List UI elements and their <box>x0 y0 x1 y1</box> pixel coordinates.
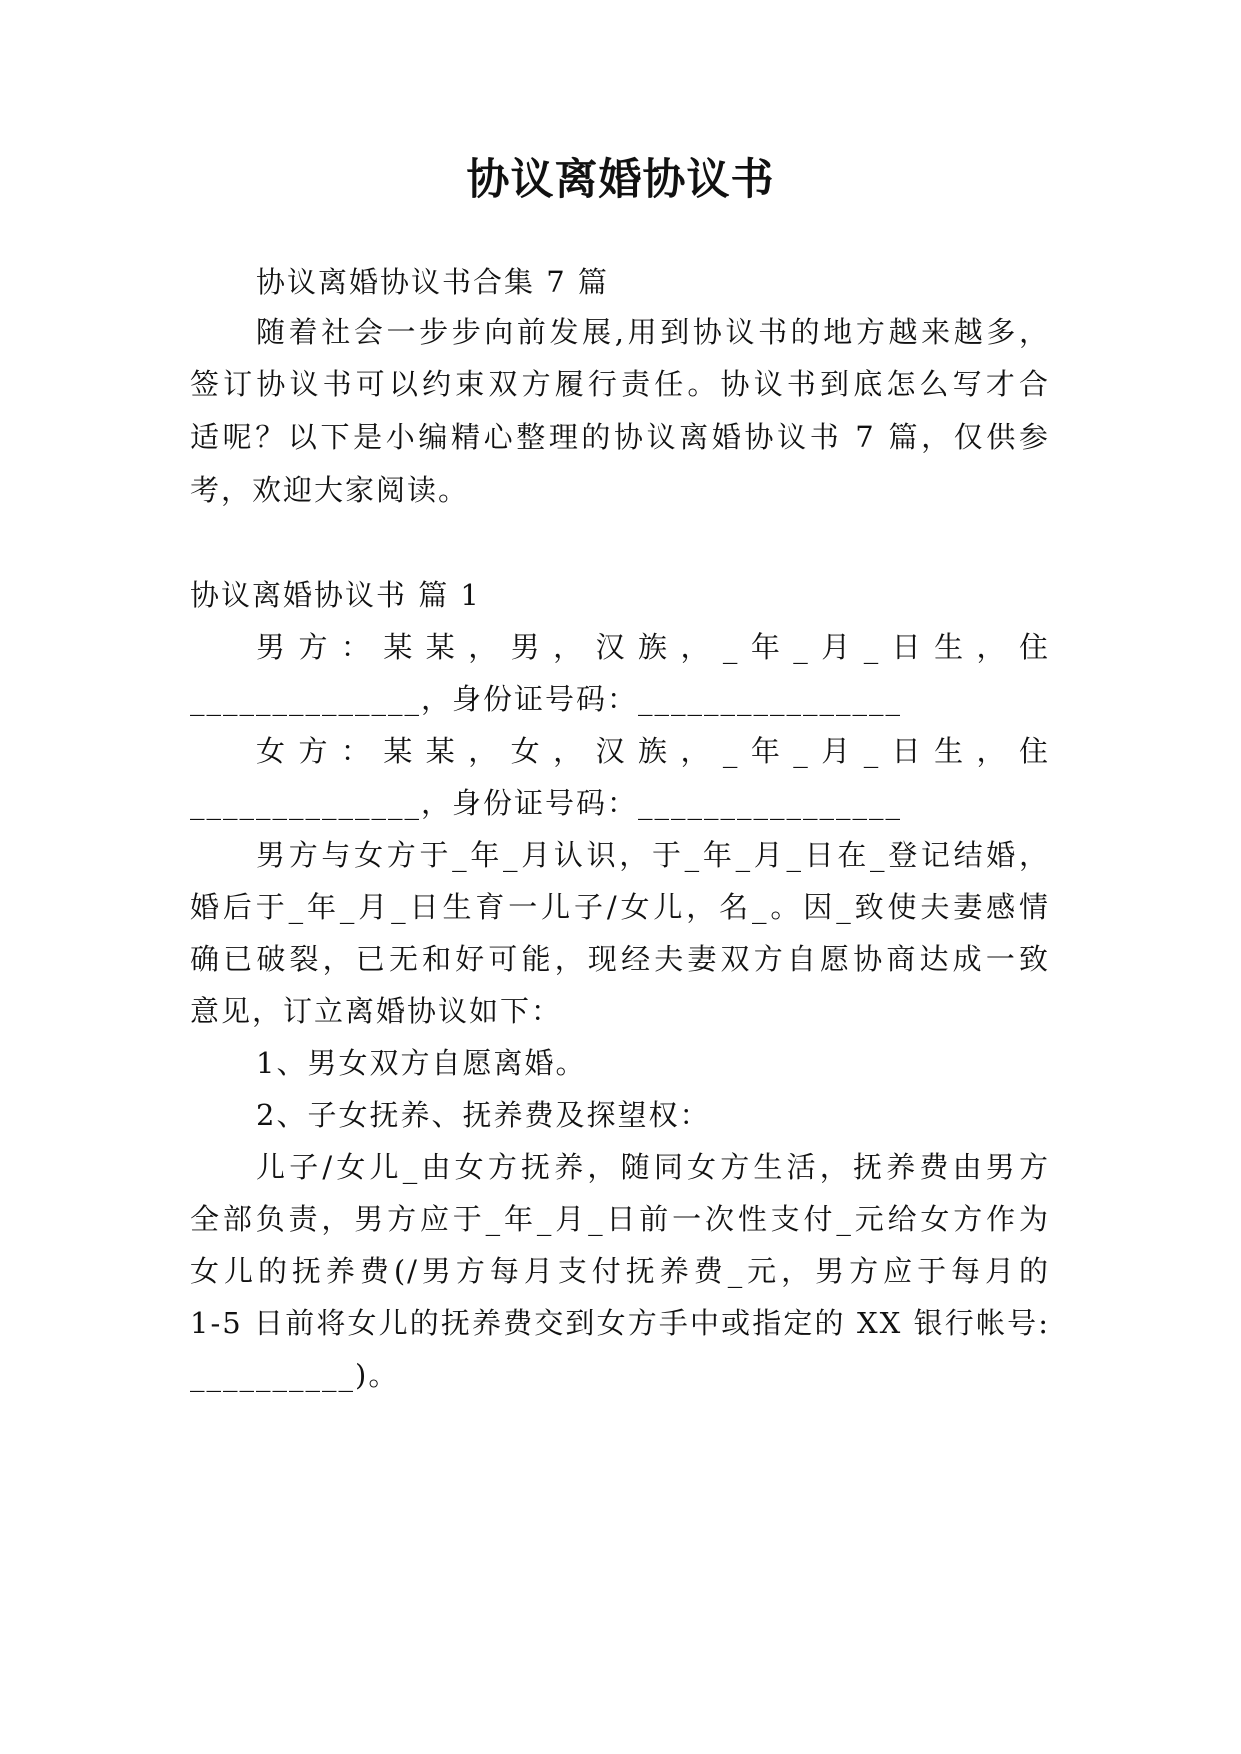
section-heading: 协议离婚协议书 篇 1 <box>190 578 481 612</box>
husband-id-line: ______________，身份证号码：________________ <box>190 682 903 716</box>
custody-paragraph-line: 儿子/女儿_由女方抚养，随同女方生活，抚养费由男方 <box>256 1150 1050 1184</box>
wife-id-line: ______________，身份证号码：________________ <box>190 786 903 820</box>
marriage-paragraph-line: 男方与女方于_年_月认识，于_年_月_日在_登记结婚， <box>256 838 1050 872</box>
intro-paragraph-line: 签订协议书可以约束双方履行责任。协议书到底怎么写才合 <box>190 367 1050 401</box>
clause-2: 2、子女抚养、抚养费及探望权： <box>256 1098 711 1132</box>
intro-paragraph-line: 随着社会一步步向前发展,用到协议书的地方越来越多， <box>256 315 1050 349</box>
collection-heading: 协议离婚协议书合集 7 篇 <box>256 265 609 299</box>
intro-paragraph-line: 适呢？以下是小编精心整理的协议离婚协议书 7 篇，仅供参 <box>190 420 1050 454</box>
marriage-paragraph-line: 意见，订立离婚协议如下： <box>190 994 563 1028</box>
marriage-paragraph-line: 婚后于_年_月_日生育一儿子/女儿，名_。因_致使夫妻感情 <box>190 890 1050 924</box>
wife-info-line: 女方：某某，女，汉族，_年_月_日生，住 <box>256 734 1050 768</box>
clause-1: 1、男女双方自愿离婚。 <box>256 1046 587 1080</box>
intro-paragraph-line: 考，欢迎大家阅读。 <box>190 473 470 507</box>
marriage-paragraph-line: 确已破裂，已无和好可能，现经夫妻双方自愿协商达成一致 <box>190 942 1050 976</box>
custody-paragraph-line: 全部负责，男方应于_年_月_日前一次性支付_元给女方作为 <box>190 1202 1050 1236</box>
custody-paragraph-line: __________)。 <box>190 1358 400 1392</box>
custody-paragraph-line: 1-5 日前将女儿的抚养费交到女方手中或指定的 XX 银行帐号: <box>190 1306 1050 1340</box>
husband-info-line: 男方：某某，男，汉族，_年_月_日生，住 <box>256 630 1050 664</box>
document-title: 协议离婚协议书 <box>466 155 775 205</box>
custody-paragraph-line: 女儿的抚养费(/男方每月支付抚养费_元，男方应于每月的 <box>190 1254 1050 1288</box>
